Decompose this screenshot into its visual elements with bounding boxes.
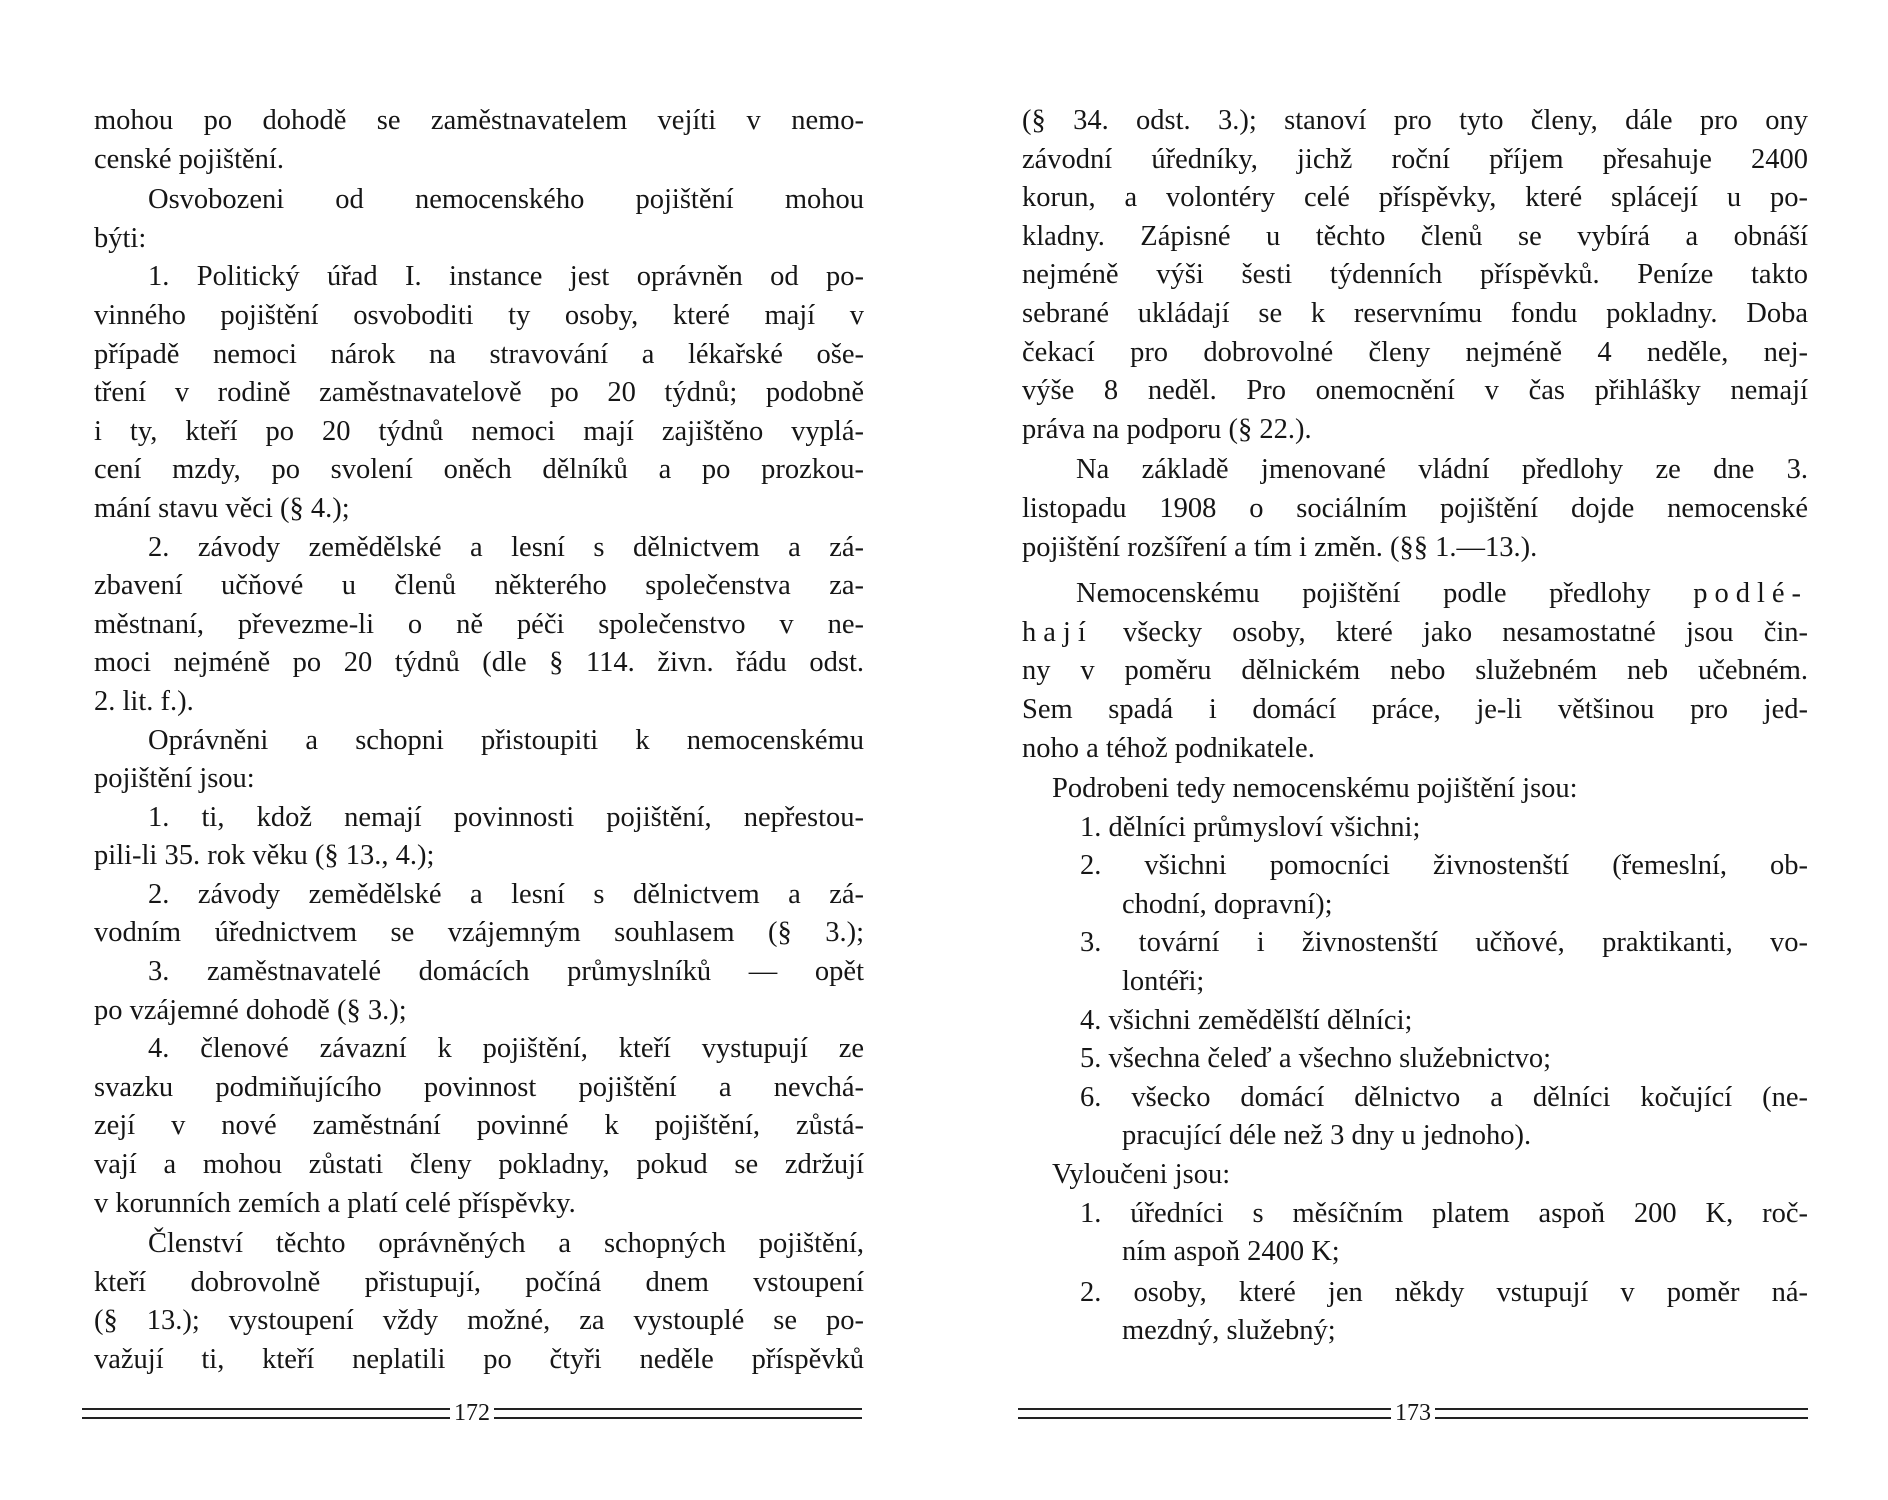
text-line: Vyloučeni jsou: — [1052, 1159, 1231, 1191]
paragraph — [1022, 451, 1808, 567]
text-fragment: všecky osoby, které jako nesamostatné jsou čin- — [1122, 616, 1809, 648]
emphasis: hají — [1022, 616, 1093, 648]
list-item — [94, 953, 864, 1030]
text-line: 3. tovární i živnostenští učňové, praktikanti, vo- — [1080, 927, 1808, 959]
text-line: výše 8 neděl. Pro onemocnění v čas přihlášky nemají — [1022, 375, 1808, 407]
text-line: 1. Politický úřad I. instance jest oprávněn od po- — [148, 261, 864, 293]
text-line: kladny. Zápisné u těchto členů se vybírá a obnáší — [1022, 220, 1808, 252]
list-item — [1022, 809, 1808, 848]
text-line: pojištění rozšíření a tím i změn. (§§ 1.—13.). — [1022, 531, 1538, 563]
text-line: 4. členové závazní k pojištění, kteří vystupují ze — [148, 1033, 864, 1065]
text-line: 2. závody zemědělské a lesní s dělnictvem a zá- — [148, 531, 864, 563]
page-number: 173 — [1395, 1399, 1431, 1426]
text-line: chodní, dopravní); — [1122, 888, 1333, 920]
text-line: 2. lit. f.). — [94, 685, 194, 717]
list-item — [1022, 1195, 1808, 1272]
paragraph — [94, 102, 864, 179]
text-line: pracující déle než 3 dny u jednoho). — [1122, 1120, 1532, 1152]
text-line: kteří dobrovolně přistupují, počíná dnem vstoupení — [94, 1266, 864, 1298]
text-line: (§ 13.); vystoupení vždy možné, za vystouplé se po- — [94, 1305, 864, 1337]
text-line: mezdný, služebný; — [1122, 1315, 1336, 1347]
emphasis: podlé- — [1693, 578, 1808, 610]
text-line: svazku podmiňujícího povinnost pojištění a nevchá- — [94, 1071, 864, 1103]
text-line: vají a mohou zůstati členy pokladny, pokud se zdržují — [94, 1149, 864, 1181]
text-line: 2. závody zemědělské a lesní s dělnictvem a zá- — [148, 878, 864, 910]
list-item — [94, 876, 864, 953]
text-line: pojištění jsou: — [94, 763, 255, 795]
right-page — [1022, 102, 1808, 1351]
text-line: vinného pojištění osvoboditi ty osoby, které mají v — [94, 299, 864, 331]
text-line: Podrobeni tedy nemocenskému pojištění jsou: — [1052, 773, 1578, 805]
text-line: ním aspoň 2400 K; — [1122, 1236, 1340, 1268]
text-line: práva na podporu (§ 22.). — [1022, 413, 1312, 445]
list-item — [1022, 1274, 1808, 1351]
paragraph — [1022, 102, 1808, 449]
paragraph — [94, 181, 864, 258]
text-line — [1022, 575, 1808, 614]
text-line: Členství těchto oprávněných a schopných pojištění, — [148, 1228, 864, 1260]
page-number: 172 — [454, 1399, 490, 1426]
text-line: Oprávněni a schopni přistoupiti k nemocenskému — [148, 724, 864, 756]
text-line: býti: — [94, 222, 147, 254]
text-line: 4. všichni zemědělští dělníci; — [1080, 1004, 1413, 1036]
paragraph — [94, 1225, 864, 1379]
text-line: 1. úředníci s měsíčním platem aspoň 200 K, roč- — [1080, 1197, 1808, 1229]
text-line: mohou po dohodě se zaměstnavatelem vejíti v nemo- — [94, 105, 864, 136]
list-item — [94, 1030, 864, 1223]
page-footer-173 — [1018, 1398, 1808, 1428]
text-line: (§ 34. odst. 3.); stanoví pro tyto členy, dále pro ony — [1022, 105, 1808, 136]
text-line: pili-li 35. rok věku (§ 13., 4.); — [94, 840, 435, 872]
list-item — [1022, 1002, 1808, 1041]
text-line: 1. dělníci průmysloví všichni; — [1080, 811, 1421, 843]
text-line: zbavení učňové u členů některého společenstva za- — [94, 570, 864, 602]
left-page — [94, 102, 864, 1380]
text-line: Na základě jmenované vládní předlohy ze dne 3. — [1076, 454, 1808, 486]
text-line: korun, a volontéry celé příspěvky, které splácejí u po- — [1022, 182, 1808, 214]
text-line: moci nejméně po 20 týdnů (dle § 114. živn. řádu odst. — [94, 647, 864, 679]
double-rule — [1435, 1408, 1808, 1419]
text-fragment: Nemocenskému pojištění podle předlohy — [1076, 578, 1651, 610]
text-line: zejí v nové zaměstnání povinné k pojištění, zůstá- — [94, 1110, 864, 1142]
text-line: sebrané ukládají se k reservnímu fondu pokladny. Doba — [1022, 297, 1808, 329]
list-item — [1022, 1079, 1808, 1156]
text-line: Sem spadá i domácí práce, je-li většinou pro jed- — [1022, 693, 1808, 725]
text-line: 2. všichni pomocníci živnostenští (řemeslní, ob- — [1080, 850, 1808, 882]
text-line: 3. zaměstnavatelé domácích průmyslníků — opět — [148, 956, 864, 988]
list-item — [1022, 924, 1808, 1001]
text-line: važují ti, kteří neplatili po čtyři neděle příspěvků — [94, 1344, 864, 1375]
text-line: čekací pro dobrovolné členy nejméně 4 neděle, nej- — [1022, 336, 1808, 368]
text-line: po vzájemné dohodě (§ 3.); — [94, 994, 407, 1026]
text-line: Osvobozeni od nemocenského pojištění mohou — [148, 184, 864, 216]
text-line: závodní úředníky, jichž roční příjem přesahuje 2400 — [1022, 143, 1808, 175]
text-line: lontéři; — [1122, 966, 1205, 998]
text-line: mání stavu věci (§ 4.); — [94, 492, 350, 524]
paragraph — [1022, 770, 1808, 809]
text-line: 6. všecko domácí dělnictvo a dělníci kočující (ne- — [1080, 1081, 1808, 1113]
double-rule — [82, 1408, 450, 1419]
paragraph — [1022, 575, 1808, 768]
list-item — [94, 258, 864, 528]
text-line: v korunních zemích a platí celé příspěvky. — [94, 1187, 576, 1219]
text-line: tření v rodině zaměstnavatelově po 20 týdnů; podobně — [94, 377, 864, 409]
text-line: nejméně výši šesti týdenních příspěvků. Peníze takto — [1022, 259, 1808, 291]
text-line: noho a téhož podnikatele. — [1022, 732, 1315, 764]
text-line: censké pojištění. — [94, 143, 284, 175]
text-line: cení mzdy, po svolení oněch dělníků a po prozkou- — [94, 454, 864, 486]
paragraph — [94, 722, 864, 799]
list-item — [94, 799, 864, 876]
text-line: 2. osoby, které jen někdy vstupují v poměr ná- — [1080, 1276, 1808, 1308]
double-rule — [1018, 1408, 1391, 1419]
list-item — [94, 529, 864, 722]
text-line: listopadu 1908 o sociálním pojištění dojde nemocenské — [1022, 492, 1808, 524]
text-line: ny v poměru dělnickém nebo služebném neb učebném. — [1022, 655, 1808, 687]
text-line: 5. všechna čeleď a všechno služebnictvo; — [1080, 1043, 1552, 1075]
text-line — [1022, 614, 1808, 653]
double-rule — [494, 1408, 862, 1419]
text-line: vodním úřednictvem se vzájemným souhlasem (§ 3.); — [94, 917, 864, 949]
list-item — [1022, 1040, 1808, 1079]
page-footer-172 — [82, 1398, 862, 1428]
list-item — [1022, 847, 1808, 924]
text-line: 1. ti, kdož nemají povinnosti pojištění, nepřestou- — [148, 801, 864, 833]
text-line: i ty, kteří po 20 týdnů nemoci mají zajištěno vyplá- — [94, 415, 864, 447]
text-line: městnaní, převezme-li o ně péči společenstvo v ne- — [94, 608, 864, 640]
text-line: případě nemoci nárok na stravování a lékařské oše- — [94, 338, 864, 370]
paragraph — [1022, 1156, 1808, 1195]
